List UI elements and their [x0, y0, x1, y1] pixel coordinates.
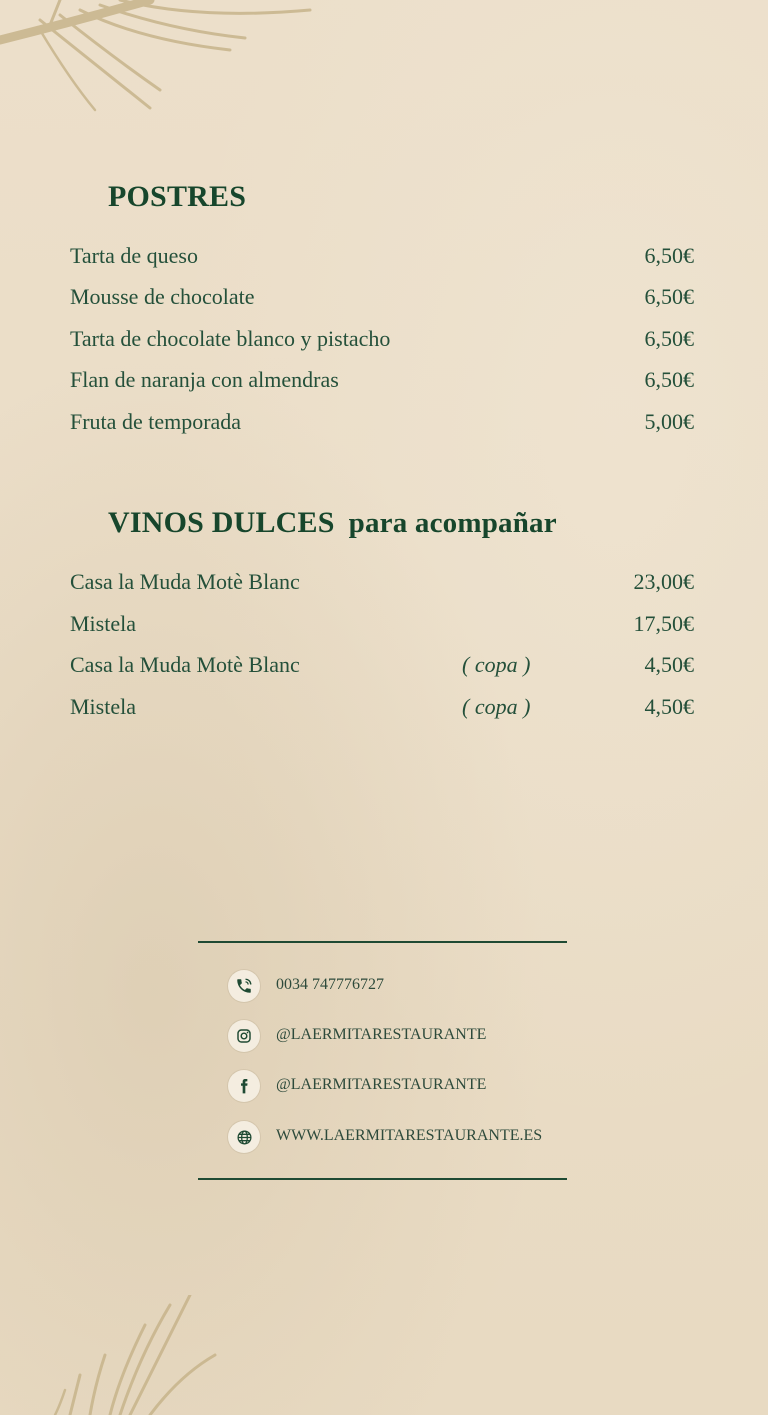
- wine-item: [70, 569, 694, 599]
- vinos-title-main: VINOS DULCES: [108, 506, 335, 539]
- contact-website[interactable]: [228, 1121, 588, 1153]
- contact-facebook[interactable]: [228, 1070, 588, 1102]
- item-name: Mistela: [70, 611, 136, 636]
- menu-item: [70, 367, 694, 397]
- facebook-icon: [228, 1070, 260, 1102]
- item-name: Tarta de queso: [70, 243, 198, 268]
- item-price: 17,50€: [633, 611, 694, 636]
- item-name: Mousse de chocolate: [70, 284, 255, 309]
- item-price: 6,50€: [644, 284, 694, 309]
- vinos-title: [108, 506, 557, 540]
- wine-item: [70, 694, 694, 724]
- instagram-handle: @LAERMITARESTAURANTE: [276, 1026, 487, 1043]
- postres-title: POSTRES: [108, 180, 247, 213]
- contact-instagram[interactable]: [228, 1020, 588, 1052]
- item-price: 6,50€: [644, 326, 694, 351]
- menu-item: [70, 409, 694, 439]
- item-name: Casa la Muda Motè Blanc: [70, 652, 300, 677]
- item-price: 6,50€: [644, 367, 694, 392]
- palm-leaf-top-decoration: [0, 0, 330, 120]
- phone-icon: [228, 970, 260, 1002]
- divider-top: [198, 941, 567, 943]
- phone-number: 0034 747776727: [276, 976, 384, 993]
- item-note: ( copa ): [462, 694, 531, 719]
- menu-item: [70, 326, 694, 356]
- palm-leaf-bottom-decoration: [50, 1295, 230, 1415]
- item-name: Casa la Muda Motè Blanc: [70, 569, 300, 594]
- item-name: Flan de naranja con almendras: [70, 367, 339, 392]
- wine-item: [70, 611, 694, 641]
- item-note: ( copa ): [462, 652, 531, 677]
- item-price: 23,00€: [633, 569, 694, 594]
- divider-bottom: [198, 1178, 567, 1180]
- contact-phone[interactable]: [228, 970, 588, 1002]
- vinos-subtitle: para acompañar: [348, 507, 557, 539]
- item-name: Fruta de temporada: [70, 409, 242, 434]
- item-price: 6,50€: [644, 243, 694, 268]
- wine-item: [70, 652, 694, 682]
- instagram-icon: [228, 1020, 260, 1052]
- item-price: 5,00€: [644, 409, 694, 434]
- menu-item: [70, 284, 694, 314]
- item-price: 4,50€: [644, 652, 694, 677]
- menu-item: [70, 243, 694, 273]
- item-name: Mistela: [70, 694, 136, 719]
- item-price: 4,50€: [644, 694, 694, 719]
- website-url: WWW.LAERMITARESTAURANTE.ES: [276, 1127, 543, 1144]
- globe-icon: [228, 1121, 260, 1153]
- item-name: Tarta de chocolate blanco y pistacho: [70, 326, 391, 351]
- facebook-handle: @LAERMITARESTAURANTE: [276, 1076, 487, 1093]
